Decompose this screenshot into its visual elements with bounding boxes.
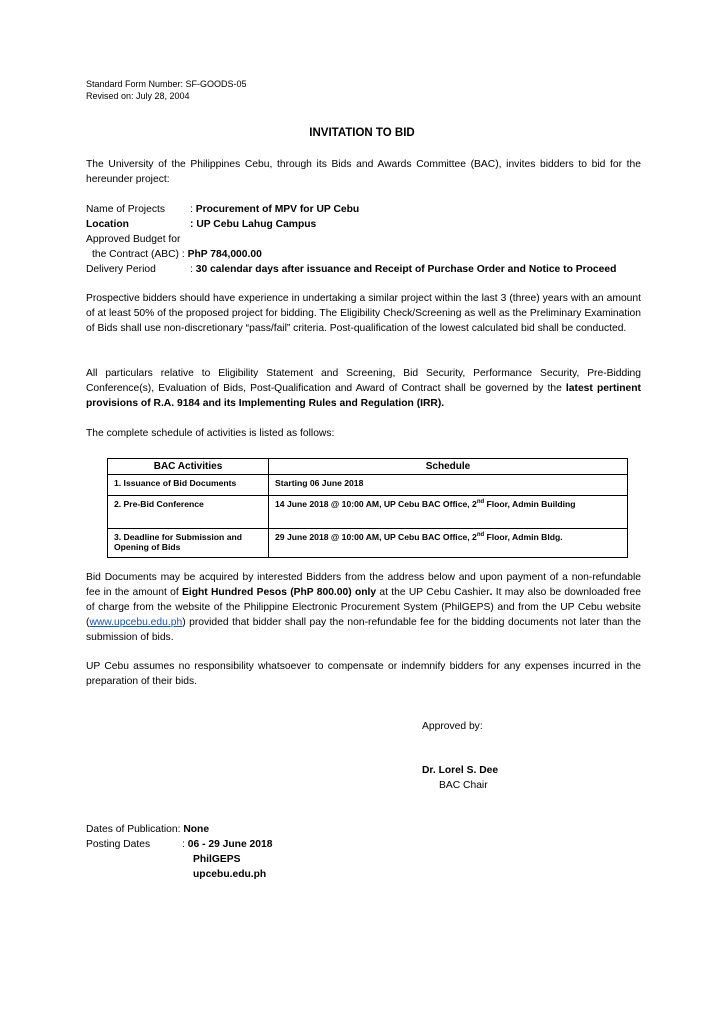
table-header-schedule: Schedule: [269, 459, 628, 475]
documents-text: at the UP Cebu Cashier: [376, 587, 490, 598]
abc-value: PhP 784,000.00: [187, 249, 262, 260]
abc-label-line1: Approved Budget for: [86, 234, 181, 245]
location-value: UP Cebu Lahug Campus: [196, 219, 317, 230]
documents-text: ) provided that bidder shall pay the non-refundable fee for the bidding documents not later than the submission of bids.: [86, 617, 641, 643]
schedule-table: [107, 458, 628, 558]
schedule-cell: [269, 475, 628, 496]
documents-text: Bid Documents may be acquired by interested Bidders from the address below and upon payment of a non-refundable fee in the amount of: [86, 572, 641, 598]
ordinal-suffix: nd: [476, 499, 485, 506]
project-name-value: Procurement of MPV for UP Cebu: [195, 204, 360, 215]
delivery-row: [86, 262, 616, 277]
location-label: Location: [86, 219, 129, 230]
approver-position: BAC Chair: [439, 780, 488, 791]
activity-cell: 1. Issuance of Bid Documents: [108, 475, 269, 496]
posting-row: [86, 837, 272, 852]
particulars-text: All particulars relative to Eligibility Statement and Screening, Bid Security, Performance Security, Pre-Bidding Conference(s), Evaluation of Bids, Post-Qualification and Award of Contract shall be governed by the: [86, 368, 641, 394]
form-number: Standard Form Number: SF-GOODS-05: [86, 79, 247, 89]
posting-label: Posting Dates: [86, 839, 151, 850]
schedule-intro: The complete schedule of activities is listed as follows:: [86, 428, 335, 439]
table-header-row: [108, 459, 628, 475]
table-row: [108, 496, 628, 529]
approved-by-label: Approved by:: [422, 721, 483, 732]
schedule-cell: [269, 529, 628, 558]
revised-date: Revised on: July 28, 2004: [86, 91, 190, 101]
documents-text: .: [489, 587, 493, 598]
colon: :: [190, 204, 193, 215]
project-name-label: Name of Projects: [86, 204, 165, 215]
table-row: [108, 475, 628, 496]
activity-cell: 3. Deadline for Submission and Opening of Bids: [108, 529, 269, 558]
posting-value: 06 - 29 June 2018: [187, 839, 273, 850]
colon: :: [182, 839, 185, 850]
particulars-paragraph: [86, 366, 641, 411]
publication-value: None: [183, 824, 210, 835]
abc-label-line2: the Contract (ABC) :: [92, 249, 185, 260]
abc-row: [92, 247, 262, 262]
table-row: [108, 529, 628, 558]
posting-venue-philgeps: PhilGEPS: [193, 854, 241, 865]
schedule-text: Floor, Admin Bldg.: [484, 532, 563, 542]
experience-paragraph: Prospective bidders should have experience in undertaking a similar project within the last 3 (three) years with an amount of at least 50% of the proposed project for bidding. The Eligibility Check/Screening as well as the Preliminary Examination of Bids shall use non-discretionary “pass/fail” criteria. Post-qualification of the lowest calculated bid shall be conducted.: [86, 293, 641, 334]
delivery-label: Delivery Period: [86, 264, 156, 275]
particulars-bold-text: latest pertinent provisions of R.A. 9184 and its Implementing Rules and Regulation (IRR).: [86, 383, 641, 409]
responsibility-paragraph: UP Cebu assumes no responsibility whatsoever to compensate or indemnify bidders for any expenses incurred in the preparation of their bids.: [86, 661, 641, 687]
documents-paragraph: [86, 570, 641, 645]
documents-text: It may also be downloaded free of charge from the website of the Philippine Electronic Procurement System (PhilGEPS) and from the UP Cebu website (: [86, 587, 641, 628]
delivery-value: 30 calendar days after issuance and Receipt of Purchase Order and Notice to Proceed: [195, 264, 617, 275]
schedule-text: 14 June 2018 @ 10:00 AM, UP Cebu BAC Office, 2: [275, 499, 477, 509]
schedule-cell: [269, 496, 628, 529]
schedule-text: Floor, Admin Building: [484, 499, 576, 509]
colon: :: [190, 264, 193, 275]
schedule-text: Starting 06 June 2018: [275, 478, 364, 488]
publication-row: [86, 822, 209, 837]
schedule-text: 29 June 2018 @ 10:00 AM, UP Cebu BAC Office, 2: [275, 532, 477, 542]
fee-amount: Eight Hundred Pesos (PhP 800.00) only: [181, 587, 377, 598]
colon: :: [190, 219, 194, 230]
posting-venue-upcebu: upcebu.edu.ph: [193, 869, 267, 880]
publication-label: Dates of Publication:: [86, 824, 181, 835]
upcebu-website-link[interactable]: www.upcebu.edu.ph: [89, 617, 183, 628]
table-header-activities: BAC Activities: [108, 459, 269, 475]
project-name-row: [86, 202, 359, 217]
approver-name: Dr. Lorel S. Dee: [422, 765, 499, 776]
ordinal-suffix: nd: [476, 532, 485, 539]
document-title: INVITATION TO BID: [309, 127, 415, 139]
activity-cell: 2. Pre-Bid Conference: [108, 496, 269, 529]
intro-paragraph: The University of the Philippines Cebu, through its Bids and Awards Committee (BAC), invites bidders to bid for the hereunder project:: [86, 159, 641, 185]
location-row: [86, 217, 316, 232]
